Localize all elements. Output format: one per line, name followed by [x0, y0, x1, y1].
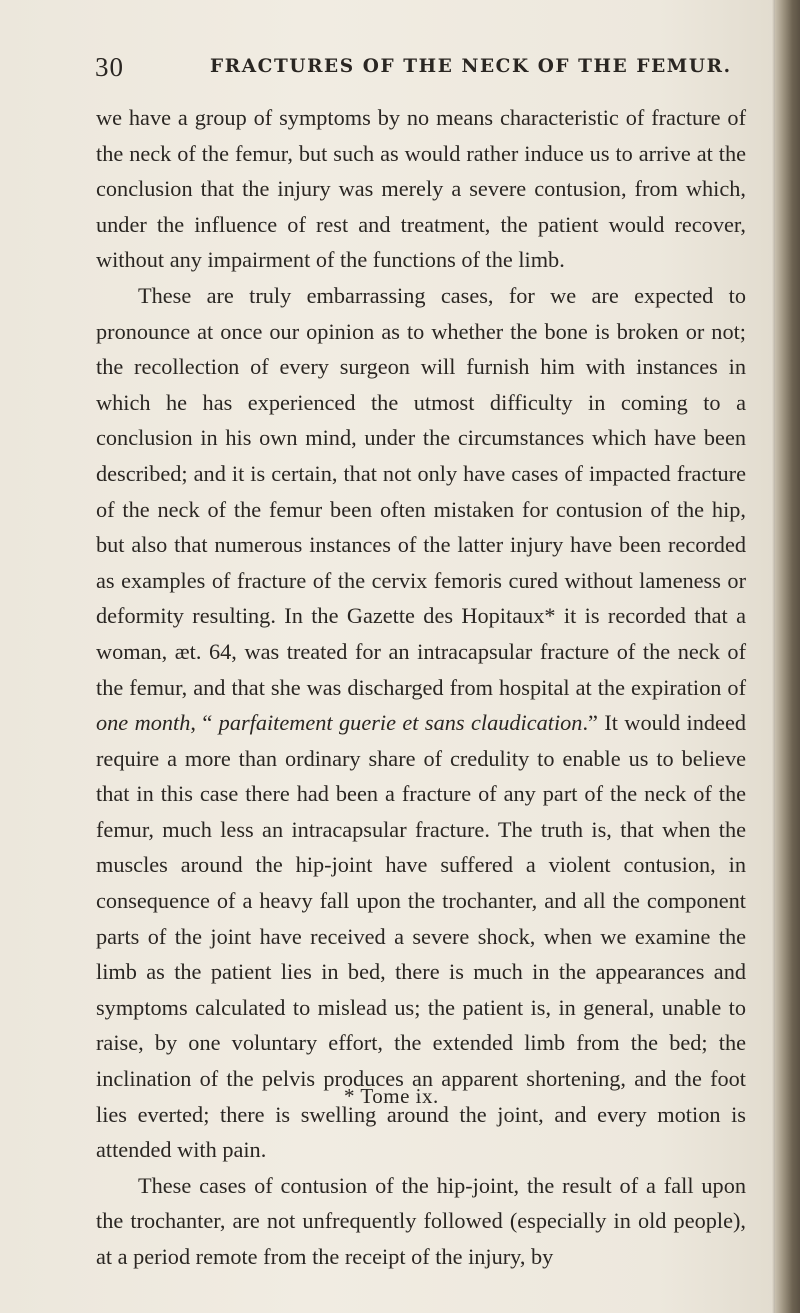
paragraph [96, 278, 746, 1168]
italic-text: one month [96, 710, 191, 736]
italic-text: parfaitement guerie et sans claudication [218, 710, 583, 736]
page-number: 30 [95, 52, 124, 82]
book-gutter [775, 0, 800, 1313]
text-run: , “ [190, 710, 219, 736]
text-run: These are truly embarrassing cases, for we are expected to pronounce at once our opinion as to whether the bone is broken or not; the recollection of every surgeon will furnish him with instances in which he has experienced the utmost difficulty in coming to a conclusion in his own mind, under the circumstances which have been described; and it is certain, that not only have cases of impacted fracture of the neck of the femur been often mistaken for contusion of the hip, but also that numerous instances of the latter injury have been recorded as examples of fracture of the cervix femoris cured without lameness or deformity resulting. In the Gazette des Hopitaux* it is recorded that a woman, æt. 64, was treated for an intracapsular fracture of the neck of the femur, and that she was discharged from hospital at the expiration of [96, 282, 746, 700]
text-run: .” It would indeed require a more than ordinary share of credulity to enable us to believe that in this case there had been a fracture of any part of the neck of the femur, much less an intracapsular fracture. The truth is, that when the muscles around the hip-joint have suffered a violent contusion, in consequence of a heavy fall upon the trochanter, and all the component parts of the joint have received a severe shock, when we examine the limb as the patient lies in bed, there is much in the appearances and symptoms calculated to mislead us; the patient is, in general, unable to raise, by one voluntary effort, the extended limb from the bed; the inclination of the pelvis produces an apparent shortening, and the foot lies everted; there is swelling around the joint, and every motion is attended with pain. [96, 710, 746, 1163]
paragraph: These cases of contusion of the hip-joint, the result of a fall upon the trochanter, are not unfrequently followed (especially in old people), at a period remote from the receipt of the injury, by [96, 1172, 746, 1269]
running-head [95, 52, 745, 82]
paragraph: we have a group of symptoms by no means characteristic of fracture of the neck of the femur, but such as would rather induce us to arrive at the conclusion that the injury was merely a severe contusion, from which, under the influence of rest and treatment, the patient would recover, without any impairment of the functions of the limb. [96, 105, 746, 273]
running-title: FRACTURES OF THE NECK OF THE FEMUR. [210, 56, 732, 77]
footnote: * Tome ix. [344, 1084, 439, 1108]
